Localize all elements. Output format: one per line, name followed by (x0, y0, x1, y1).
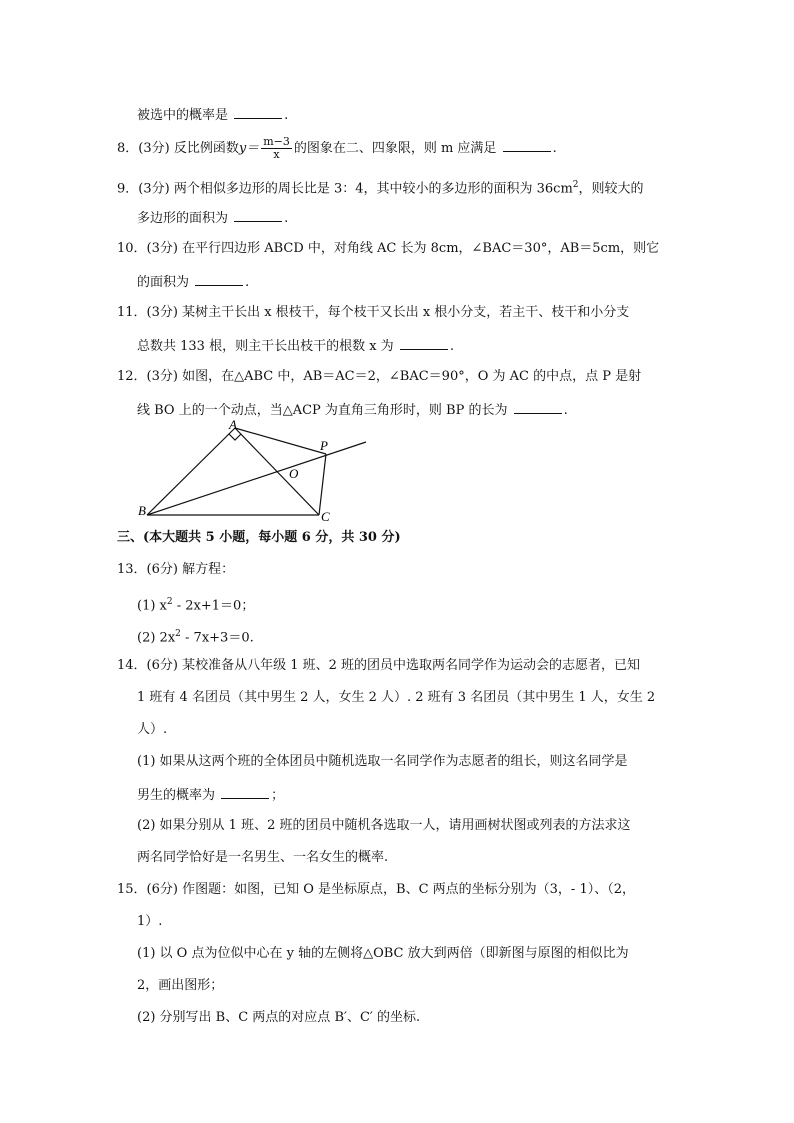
period: . (563, 403, 568, 418)
q7-text: 被选中的概率是 (137, 108, 229, 123)
label-a: A (229, 417, 237, 432)
q8-text-2: 的图象在二、四象限，则 m 应满足 (293, 141, 497, 156)
question-11-line-1 (117, 303, 629, 323)
q13-2-text-2: - 7x+3＝0. (180, 630, 254, 646)
triangle-figure (130, 415, 380, 525)
q9-text-2: ，则较大的 (578, 181, 644, 197)
q13-1-text-2: - 2x+1＝0； (172, 598, 255, 614)
q8-fraction (261, 136, 292, 161)
label-b: B (138, 503, 146, 518)
answer-blank (234, 104, 282, 119)
label-c: C (321, 509, 330, 524)
segment-pc (319, 454, 326, 515)
answer-blank (234, 207, 282, 222)
question-15-part-1-line-2: 2，画出图形； (137, 978, 224, 993)
question-10-line-2 (137, 271, 249, 293)
question-15-part-2: (2) 分别写出 B、C 两点的对应点 B′、C′ 的坐标. (137, 1010, 421, 1025)
question-12-line-1 (117, 367, 641, 387)
question-8 (117, 136, 557, 161)
question-14-line-3: 人）. (137, 722, 168, 737)
section-three-heading: 三、(本大题共 5 小题，每小题 6 分，共 30 分) (117, 530, 401, 545)
q8-numerator: m−3 (263, 135, 290, 148)
q13-2-text: (2) 2x (137, 630, 176, 646)
period: . (449, 339, 454, 354)
question-14-part-2-line-2: 两名同学恰好是一名男生、一名女生的概率. (137, 850, 389, 865)
question-14-line-1: 14．(6分) 某校准备从八年级 1 班、2 班的团员中选取两名同学作为运动会的志愿者，已知 (117, 658, 641, 673)
segment-ap (235, 428, 326, 454)
semicolon: ； (271, 788, 285, 803)
question-11-line-2 (137, 335, 454, 357)
question-9-line-2 (137, 207, 288, 229)
q11-text-2: 总数共 133 根，则主干长出枝干的根数 x 为 (137, 339, 394, 354)
q13-1-superscript: 2 (166, 597, 173, 607)
right-angle-mark (229, 434, 241, 440)
q8-denominator: x (273, 148, 280, 161)
q13-2-superscript: 2 (175, 629, 181, 639)
ray-bo (147, 442, 366, 515)
period: . (284, 108, 289, 123)
answer-blank (195, 271, 243, 286)
answer-blank (514, 399, 562, 414)
question-9-line-1 (117, 175, 644, 199)
question-14-part-2-line-1: (2) 如果分别从 1 班、2 班的团员中随机各选取一人，请用画树状图或列表的方法求这 (137, 818, 631, 833)
question-14-part-1-line-2 (137, 784, 284, 806)
q12-text-2: 线 BO 上的一个动点，当△ACP 为直角三角形时，则 BP 的长为 (137, 403, 508, 418)
q14-1-text: 男生的概率为 (137, 788, 216, 803)
segment-ab (147, 428, 235, 515)
q8-y: y＝ (238, 141, 260, 156)
question-13: 13．(6分) 解方程： (117, 562, 235, 577)
q13-1-text: (1) x (137, 598, 167, 614)
question-13-part-2 (137, 624, 254, 648)
period: . (245, 275, 250, 290)
answer-blank (503, 137, 551, 152)
q12-text: 12．(3分) 如图，在△ABC 中，AB＝AC＝2，∠BAC＝90°，O 为 AC 的中点，点 P 是射 (117, 369, 642, 384)
label-o: O (289, 466, 299, 481)
q10-text: 10．(3分) 在平行四边形 ABCD 中，对角线 AC 长为 8cm，∠BAC＝30°，AB＝5cm，则它 (117, 241, 660, 256)
q11-text: 11．(3分) 某树主干长出 x 根枝干，每个枝干又长出 x 根小分支，若主干、枝干和小分支 (117, 305, 630, 320)
label-p: P (320, 438, 328, 453)
answer-blank (400, 335, 448, 350)
q7-continuation (137, 104, 288, 126)
question-10-line-1 (117, 239, 659, 259)
answer-blank (221, 784, 269, 799)
q8-text: 8．(3分) 反比例函数 (117, 141, 239, 156)
period: . (552, 141, 557, 156)
q10-text-2: 的面积为 (137, 275, 190, 290)
question-14-part-1-line-1: (1) 如果从这两个班的全体团员中随机选取一名同学作为志愿者的组长，则这名同学是 (137, 754, 628, 769)
period: . (284, 211, 289, 226)
q9-text: 9．(3分) 两个相似多边形的周长比是 3：4，其中较小的多边形的面积为 36cm (117, 181, 573, 197)
q9-text-3: 多边形的面积为 (137, 211, 229, 226)
question-15-part-1-line-1: (1) 以 O 点为位似中心在 y 轴的左侧将△OBC 放大到两倍（即新图与原图的相似比为 (137, 946, 629, 961)
question-15-line-1: 15．(6分) 作图题：如图，已知 O 是坐标原点，B、C 两点的坐标分别为（3，- 1）、（2， (117, 882, 635, 897)
q9-superscript: 2 (572, 180, 579, 190)
question-15-line-2: 1）. (137, 914, 163, 929)
question-13-part-1 (137, 592, 254, 616)
question-14-line-2: 1 班有 4 名团员（其中男生 2 人，女生 2 人）. 2 班有 3 名团员（其中男生 1 人，女生 2 (137, 690, 656, 705)
